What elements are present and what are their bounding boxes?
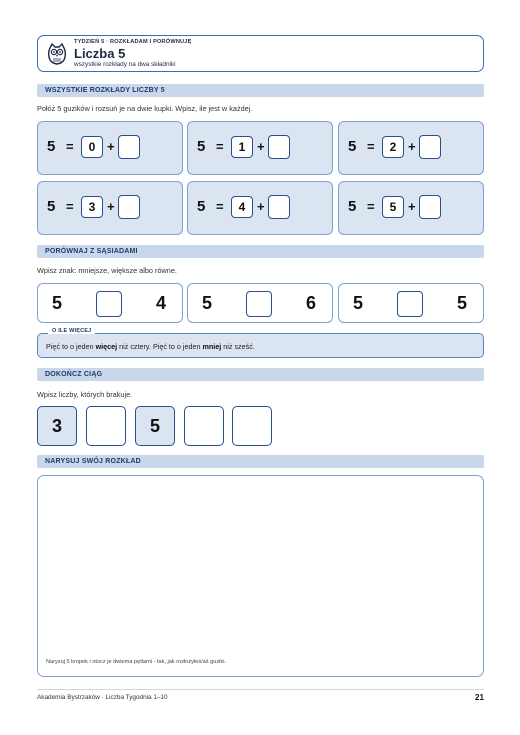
section-instruction: Połóż 5 guzików i rozsuń je na dwie kupki. Wpisz, ile jest w każdej.: [37, 104, 253, 113]
page-header: [37, 35, 484, 72]
section-instruction: Wpisz znak: mniejsze, większe albo równe.: [37, 266, 177, 275]
sign-answer-box[interactable]: [397, 291, 423, 317]
answer-box[interactable]: [419, 135, 441, 159]
sequence-answer-box[interactable]: [184, 406, 224, 446]
decomposition-card: [338, 121, 484, 175]
owl-icon: [46, 42, 68, 66]
sequence-number: 3: [37, 406, 77, 446]
total-number: 5: [47, 138, 56, 155]
equals-sign: =: [216, 139, 224, 154]
sequence-answer-box[interactable]: [232, 406, 272, 446]
equals-sign: =: [216, 199, 224, 214]
sequence-number: 5: [135, 406, 175, 446]
equals-sign: =: [367, 139, 375, 154]
total-number: 5: [197, 198, 206, 215]
sign-answer-box[interactable]: [96, 291, 122, 317]
given-part-box: 4: [231, 196, 253, 218]
decomposition-card: [187, 121, 333, 175]
right-number: 4: [156, 293, 167, 313]
equals-sign: =: [66, 199, 74, 214]
equals-sign: =: [66, 139, 74, 154]
compare-card: [37, 283, 183, 323]
answer-box[interactable]: [419, 195, 441, 219]
section-bar-sequence: [37, 368, 484, 381]
total-number: 5: [47, 198, 56, 215]
total-number: 5: [197, 138, 206, 155]
right-number: 5: [457, 293, 468, 313]
header-kicker: TYDZIEŃ 5 · ROZKŁADAM I PORÓWNUJĘ: [74, 39, 192, 45]
plus-sign: +: [107, 199, 115, 214]
section-bar-compare: [37, 245, 484, 258]
page-title: Liczba 5: [74, 46, 126, 61]
total-number: 5: [348, 138, 357, 155]
section-bar-draw: [37, 455, 484, 468]
compare-card: [338, 283, 484, 323]
section-instruction: Wpisz liczby, których brakuje.: [37, 390, 133, 399]
left-number: 5: [52, 293, 63, 313]
drawing-area[interactable]: [37, 475, 484, 677]
answer-box[interactable]: [118, 135, 140, 159]
page-number: 21: [475, 693, 484, 702]
decomposition-card: [338, 181, 484, 235]
given-part-box: 0: [81, 136, 103, 158]
plus-sign: +: [257, 199, 265, 214]
section-title: NARYSUJ SWÓJ ROZKŁAD: [45, 457, 141, 465]
tip-text: Pięć to o jeden więcej niż cztery. Pięć to o jeden mniej niż sześć.: [46, 342, 255, 351]
left-number: 5: [353, 293, 364, 313]
sequence-answer-box[interactable]: [86, 406, 126, 446]
answer-box[interactable]: [118, 195, 140, 219]
tip-box: [37, 333, 484, 358]
plus-sign: +: [107, 139, 115, 154]
answer-box[interactable]: [268, 195, 290, 219]
left-number: 5: [202, 293, 213, 313]
given-part-box: 3: [81, 196, 103, 218]
section-title: PORÓWNAJ Z SĄSIADAMI: [45, 247, 138, 255]
compare-card: [187, 283, 333, 323]
right-number: 6: [306, 293, 317, 313]
decomposition-card: [37, 181, 183, 235]
total-number: 5: [348, 198, 357, 215]
answer-box[interactable]: [268, 135, 290, 159]
footer-divider: [37, 689, 484, 690]
footer-text: Akademia Bystrzaków · Liczba Tygodnia 1–10: [37, 694, 168, 701]
plus-sign: +: [257, 139, 265, 154]
plus-sign: +: [408, 139, 416, 154]
given-part-box: 1: [231, 136, 253, 158]
equals-sign: =: [367, 199, 375, 214]
section-title: WSZYSTKIE ROZKŁADY LICZBY 5: [45, 86, 165, 94]
decomposition-card: [187, 181, 333, 235]
drawing-hint: Narysuj 5 kropek i otocz je dwiema pętlami - tak, jak rozłożyłeś/aś guziki.: [46, 659, 226, 665]
given-part-box: 5: [382, 196, 404, 218]
sign-answer-box[interactable]: [246, 291, 272, 317]
tip-label: O ILE WIĘCEJ: [48, 328, 95, 334]
given-part-box: 2: [382, 136, 404, 158]
decomposition-card: [37, 121, 183, 175]
plus-sign: +: [408, 199, 416, 214]
section-title: DOKOŃCZ CIĄG: [45, 370, 103, 378]
page-subtitle: wszystkie rozkłady na dwa składniki: [74, 61, 176, 68]
section-bar-decompositions: [37, 84, 484, 97]
